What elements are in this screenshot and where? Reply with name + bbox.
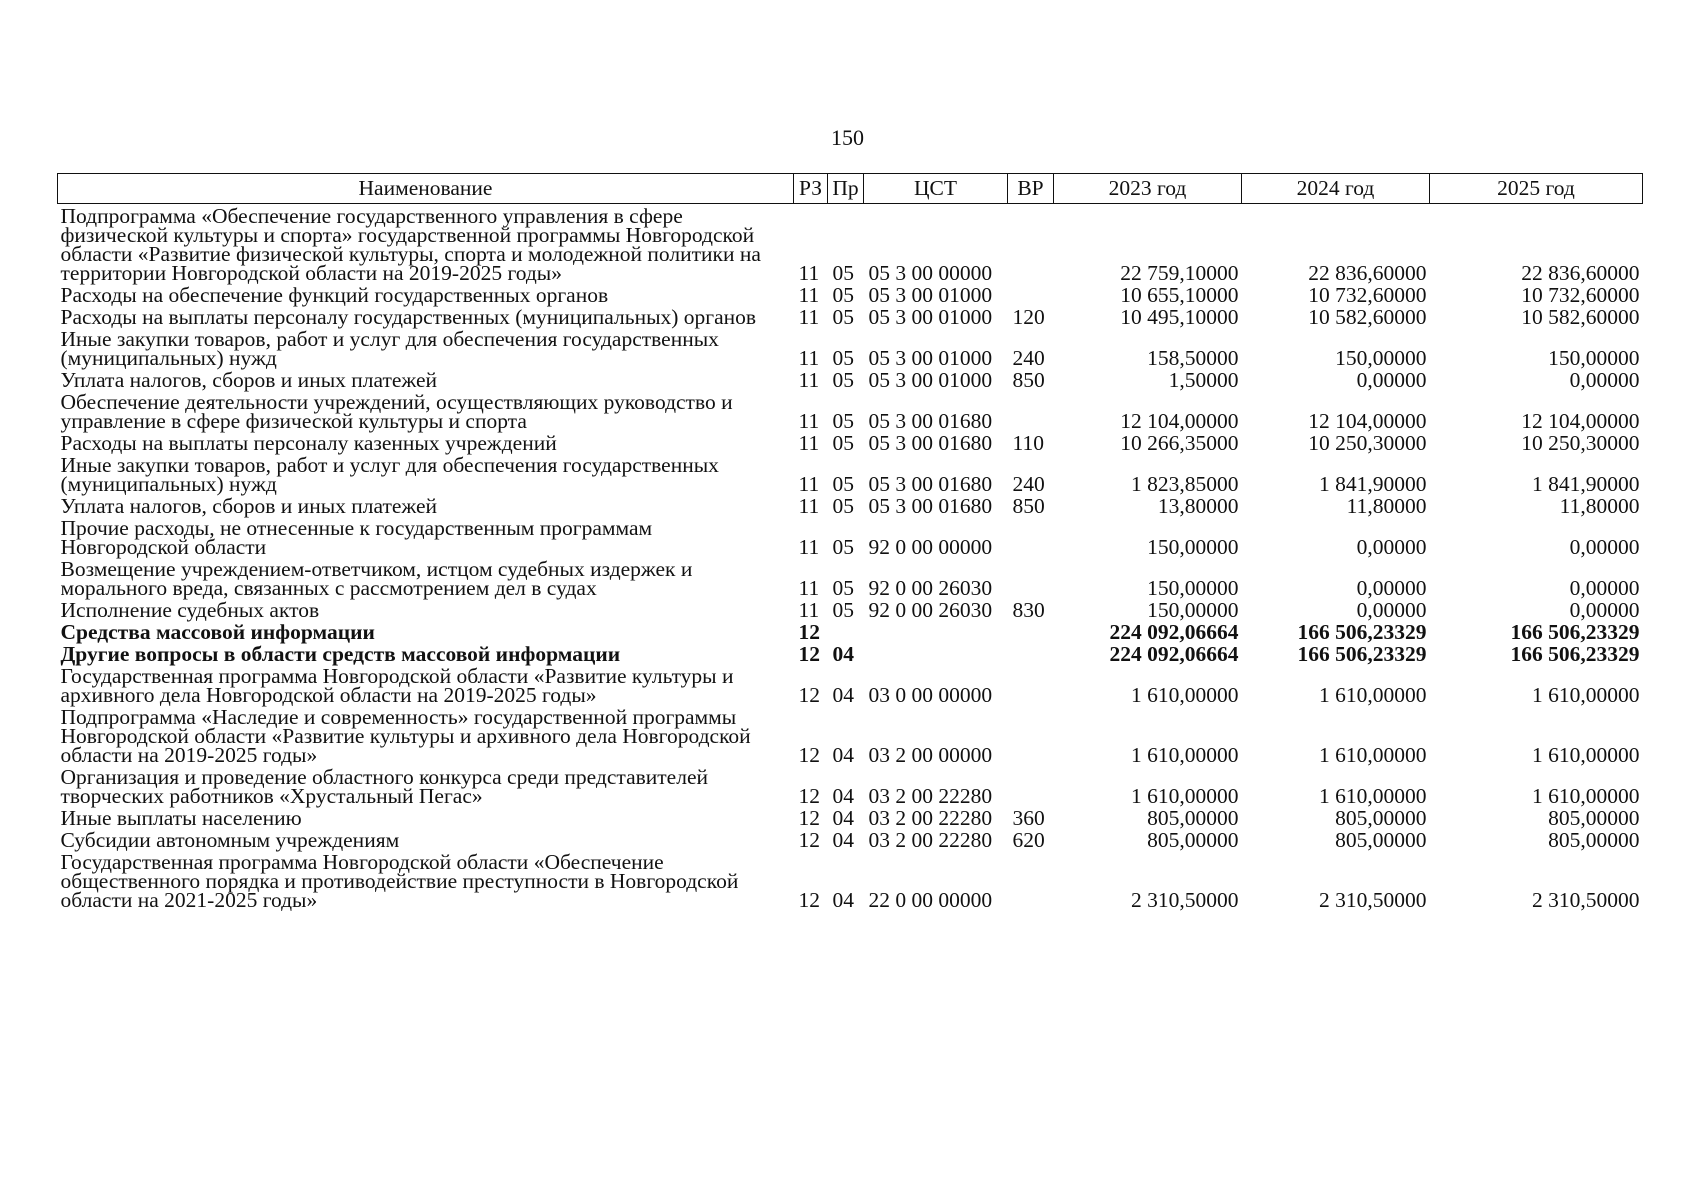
row-value-2023: 158,50000 xyxy=(1147,346,1239,370)
row-cst: 92 0 00 00000 xyxy=(868,535,993,559)
row-value-2024: 166 506,23329 xyxy=(1297,642,1427,666)
table-row xyxy=(58,708,1643,768)
row-value-2023: 13,80000 xyxy=(1157,494,1239,518)
row-rz: 12 xyxy=(798,620,820,644)
row-name: Иные выплаты населению xyxy=(60,806,302,830)
row-rz: 11 xyxy=(798,261,820,285)
row-value-2024: 1 610,00000 xyxy=(1319,683,1427,707)
row-value-2024: 10 732,60000 xyxy=(1308,283,1427,307)
column-header-2023: 2023 год xyxy=(1054,174,1242,204)
row-cst: 92 0 00 26030 xyxy=(868,598,993,622)
row-rz: 11 xyxy=(798,409,820,433)
row-vr xyxy=(1008,519,1054,560)
row-value-2023: 2 310,50000 xyxy=(1131,888,1239,912)
table-row xyxy=(58,853,1643,913)
column-header-rz: РЗ xyxy=(794,174,828,204)
row-value-2023: 10 495,10000 xyxy=(1120,305,1239,329)
column-header-vr: ВР xyxy=(1008,174,1054,204)
row-value-2024: 150,00000 xyxy=(1335,346,1427,370)
row-vr xyxy=(1008,393,1054,434)
table-row xyxy=(58,393,1643,434)
budget-table xyxy=(57,173,1643,913)
column-header-2025: 2025 год xyxy=(1430,174,1643,204)
row-vr: 110 xyxy=(1012,431,1044,455)
row-pr: 04 xyxy=(832,828,854,852)
row-rz: 11 xyxy=(798,472,820,496)
row-value-2025: 166 506,23329 xyxy=(1510,642,1640,666)
row-name: Уплата налогов, сборов и иных платежей xyxy=(60,368,438,392)
row-pr: 05 xyxy=(832,368,854,392)
row-rz: 11 xyxy=(798,494,820,518)
row-rz: 11 xyxy=(798,305,820,329)
row-value-2023: 12 104,00000 xyxy=(1120,409,1239,433)
row-value-2025: 10 582,60000 xyxy=(1521,305,1640,329)
row-cst: 03 2 00 22280 xyxy=(868,806,993,830)
row-name: Прочие расходы, не отнесенные к государственным программам Новгородской области xyxy=(60,516,653,559)
row-value-2024: 10 250,30000 xyxy=(1308,431,1427,455)
row-rz: 11 xyxy=(798,535,820,559)
row-name: Иные закупки товаров, работ и услуг для обеспечения государственных (муниципальных) нужд xyxy=(60,453,719,496)
row-vr xyxy=(1008,645,1054,667)
row-value-2024: 805,00000 xyxy=(1335,828,1427,852)
page-number: 150 xyxy=(831,125,864,150)
row-cst: 03 0 00 00000 xyxy=(868,683,993,707)
row-vr: 360 xyxy=(1012,806,1045,830)
row-vr xyxy=(1008,667,1054,708)
row-cst: 05 3 00 01000 xyxy=(868,346,993,370)
row-pr: 04 xyxy=(832,806,854,830)
table-header-row xyxy=(58,174,1643,204)
row-pr: 04 xyxy=(832,642,854,666)
row-name: Расходы на выплаты персоналу государственных (муниципальных) органов xyxy=(60,305,757,329)
row-cst: 92 0 00 26030 xyxy=(868,576,993,600)
row-pr: 04 xyxy=(832,743,854,767)
row-value-2025: 10 732,60000 xyxy=(1521,283,1640,307)
row-value-2023: 150,00000 xyxy=(1147,535,1239,559)
row-pr: 05 xyxy=(832,494,854,518)
row-vr xyxy=(1008,768,1054,809)
row-value-2024: 0,00000 xyxy=(1356,368,1427,392)
row-vr: 620 xyxy=(1012,828,1045,852)
row-cst: 05 3 00 01680 xyxy=(868,409,993,433)
row-value-2024: 1 841,90000 xyxy=(1319,472,1427,496)
row-value-2023: 22 759,10000 xyxy=(1120,261,1239,285)
row-vr: 240 xyxy=(1012,346,1045,370)
row-value-2023: 150,00000 xyxy=(1147,576,1239,600)
row-rz: 12 xyxy=(798,888,820,912)
row-cst: 05 3 00 01680 xyxy=(868,494,993,518)
row-value-2025: 0,00000 xyxy=(1569,576,1640,600)
row-value-2025: 1 610,00000 xyxy=(1532,683,1640,707)
row-value-2025: 11,80000 xyxy=(1559,494,1640,518)
row-pr: 05 xyxy=(832,598,854,622)
row-value-2025: 805,00000 xyxy=(1548,828,1640,852)
table-body xyxy=(58,204,1643,914)
row-value-2023: 805,00000 xyxy=(1147,806,1239,830)
row-value-2023: 1,50000 xyxy=(1168,368,1239,392)
row-cst: 22 0 00 00000 xyxy=(868,888,993,912)
row-rz: 11 xyxy=(798,598,820,622)
row-name: Государственная программа Новгородской области «Развитие культуры и архивного дела Новгородской области на 2019-2025 годы» xyxy=(60,664,734,707)
row-pr: 04 xyxy=(832,683,854,707)
row-value-2023: 224 092,06664 xyxy=(1109,642,1239,666)
row-value-2025: 2 310,50000 xyxy=(1532,888,1640,912)
row-value-2025: 12 104,00000 xyxy=(1521,409,1640,433)
row-name: Подпрограмма «Наследие и современность» государственной программы Новгородской области «Развитие культуры и архивного дела Новгородской области на 2019-2025 годы» xyxy=(60,705,751,767)
row-vr: 850 xyxy=(1012,368,1045,392)
row-rz: 11 xyxy=(798,431,820,455)
row-pr: 05 xyxy=(832,472,854,496)
row-value-2023: 1 610,00000 xyxy=(1131,784,1239,808)
row-cst: 05 3 00 01000 xyxy=(868,305,993,329)
row-value-2025: 805,00000 xyxy=(1548,806,1640,830)
row-name: Исполнение судебных актов xyxy=(60,598,320,622)
row-name: Возмещение учреждением-ответчиком, истцом судебных издержек и морального вреда, связанных с рассмотрением дел в судах xyxy=(60,557,693,600)
row-pr: 04 xyxy=(832,888,854,912)
row-rz: 11 xyxy=(798,346,820,370)
row-value-2025: 150,00000 xyxy=(1548,346,1640,370)
row-name: Другие вопросы в области средств массовой информации xyxy=(60,642,621,666)
row-cst: 05 3 00 01000 xyxy=(868,283,993,307)
row-name: Уплата налогов, сборов и иных платежей xyxy=(60,494,438,518)
row-rz: 12 xyxy=(798,806,820,830)
row-cst: 05 3 00 01680 xyxy=(868,472,993,496)
table-row xyxy=(58,667,1643,708)
row-cst xyxy=(864,645,1008,667)
row-rz: 12 xyxy=(798,642,820,666)
row-value-2023: 1 610,00000 xyxy=(1131,683,1239,707)
row-cst: 05 3 00 01000 xyxy=(868,368,993,392)
row-vr xyxy=(1008,560,1054,601)
row-cst: 05 3 00 00000 xyxy=(868,261,993,285)
row-value-2025: 166 506,23329 xyxy=(1510,620,1640,644)
row-pr: 05 xyxy=(832,283,854,307)
row-cst: 05 3 00 01680 xyxy=(868,431,993,455)
row-pr: 05 xyxy=(832,576,854,600)
row-name: Субсидии автономным учреждениям xyxy=(60,828,400,852)
row-value-2023: 224 092,06664 xyxy=(1109,620,1239,644)
row-pr: 05 xyxy=(832,535,854,559)
row-value-2024: 1 610,00000 xyxy=(1319,743,1427,767)
row-pr: 05 xyxy=(832,431,854,455)
row-vr: 830 xyxy=(1012,598,1045,622)
row-pr: 05 xyxy=(832,409,854,433)
row-name: Средства массовой информации xyxy=(60,620,375,644)
table-row xyxy=(58,519,1643,560)
row-value-2023: 1 610,00000 xyxy=(1131,743,1239,767)
row-name: Расходы на обеспечение функций государственных органов xyxy=(60,283,609,307)
row-vr xyxy=(1008,623,1054,645)
row-rz: 12 xyxy=(798,784,820,808)
row-cst: 03 2 00 22280 xyxy=(868,828,993,852)
column-header-cst: ЦСТ xyxy=(864,174,1008,204)
row-value-2024: 11,80000 xyxy=(1346,494,1427,518)
column-header-2024: 2024 год xyxy=(1242,174,1430,204)
row-name: Иные закупки товаров, работ и услуг для обеспечения государственных (муниципальных) нужд xyxy=(60,327,719,370)
row-vr: 120 xyxy=(1012,305,1045,329)
row-value-2023: 10 266,35000 xyxy=(1120,431,1239,455)
row-value-2024: 166 506,23329 xyxy=(1297,620,1427,644)
row-rz: 11 xyxy=(798,368,820,392)
row-value-2024: 22 836,60000 xyxy=(1308,261,1427,285)
row-pr: 04 xyxy=(832,784,854,808)
row-rz: 12 xyxy=(798,743,820,767)
row-value-2025: 10 250,30000 xyxy=(1521,431,1640,455)
row-value-2025: 1 610,00000 xyxy=(1532,743,1640,767)
row-value-2025: 1 841,90000 xyxy=(1532,472,1640,496)
row-value-2023: 805,00000 xyxy=(1147,828,1239,852)
row-cst: 03 2 00 22280 xyxy=(868,784,993,808)
row-value-2025: 0,00000 xyxy=(1569,535,1640,559)
row-rz: 12 xyxy=(798,828,820,852)
row-pr: 05 xyxy=(832,305,854,329)
row-rz: 11 xyxy=(798,576,820,600)
row-vr xyxy=(1008,853,1054,913)
row-rz: 12 xyxy=(798,683,820,707)
row-pr: 05 xyxy=(832,261,854,285)
row-vr: 850 xyxy=(1012,494,1045,518)
row-value-2024: 10 582,60000 xyxy=(1308,305,1427,329)
row-vr xyxy=(1008,204,1054,287)
row-cst: 03 2 00 00000 xyxy=(868,743,993,767)
row-value-2024: 805,00000 xyxy=(1335,806,1427,830)
row-name: Обеспечение деятельности учреждений, осуществляющих руководство и управление в сфере физической культуры и спорта xyxy=(60,390,733,433)
table-row xyxy=(58,768,1643,809)
row-name: Расходы на выплаты персоналу казенных учреждений xyxy=(60,431,557,455)
row-value-2025: 0,00000 xyxy=(1569,598,1640,622)
row-value-2025: 1 610,00000 xyxy=(1532,784,1640,808)
row-value-2023: 150,00000 xyxy=(1147,598,1239,622)
row-rz: 11 xyxy=(798,283,820,307)
row-value-2024: 0,00000 xyxy=(1356,576,1427,600)
table-row xyxy=(58,560,1643,601)
column-header-pr: Пр xyxy=(828,174,864,204)
table-row xyxy=(58,204,1643,287)
row-value-2024: 0,00000 xyxy=(1356,535,1427,559)
row-value-2024: 1 610,00000 xyxy=(1319,784,1427,808)
row-pr: 05 xyxy=(832,346,854,370)
row-name: Организация и проведение областного конкурса среди представителей творческих работников «Хрустальный Пегас» xyxy=(60,765,708,808)
row-vr: 240 xyxy=(1012,472,1045,496)
row-value-2024: 2 310,50000 xyxy=(1319,888,1427,912)
row-name: Государственная программа Новгородской области «Обеспечение общественного порядка и противодействие преступности в Новгородской области на 2021-2025 годы» xyxy=(60,850,739,912)
column-header-name: Наименование xyxy=(58,174,794,204)
row-name: Подпрограмма «Обеспечение государственного управления в сфере физической культуры и спорта» государственной программы Новгородской области «Развитие физической культуры, спорта и молодежной политики на территории Новгородской области на 2019-2025 годы» xyxy=(60,204,761,285)
row-value-2025: 22 836,60000 xyxy=(1521,261,1640,285)
row-value-2023: 10 655,10000 xyxy=(1120,283,1239,307)
row-cst xyxy=(864,623,1008,645)
row-value-2024: 0,00000 xyxy=(1356,598,1427,622)
table-row xyxy=(58,456,1643,497)
row-value-2023: 1 823,85000 xyxy=(1131,472,1239,496)
table-row xyxy=(58,330,1643,371)
row-vr xyxy=(1008,708,1054,768)
row-value-2025: 0,00000 xyxy=(1569,368,1640,392)
row-value-2024: 12 104,00000 xyxy=(1308,409,1427,433)
